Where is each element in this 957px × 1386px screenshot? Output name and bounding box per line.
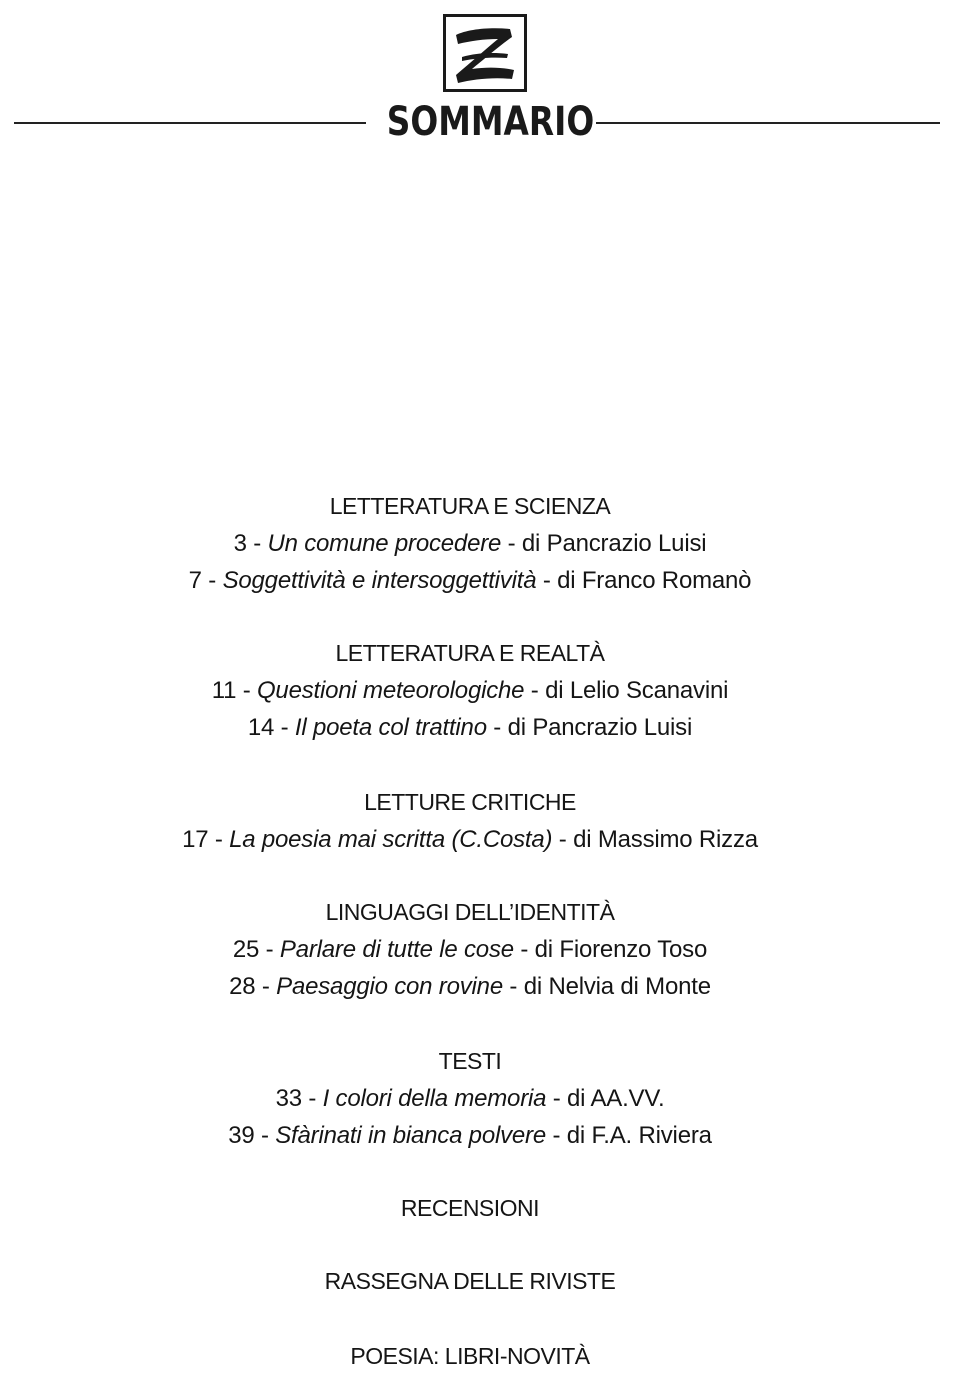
- entry-by: di: [566, 1122, 592, 1149]
- toc-section-letture-critiche: [90, 784, 850, 858]
- z-logo-icon: [446, 17, 524, 89]
- toc-section-recensioni: [90, 1190, 850, 1227]
- journal-logo: [443, 14, 527, 92]
- entry-work: Soggettività e intersoggettività: [222, 567, 537, 594]
- entry-author: Pancrazio Luisi: [532, 714, 693, 741]
- entry-by: di: [557, 567, 582, 594]
- entry-page: 25: [232, 936, 260, 963]
- section-heading: LETTERATURA E SCIENZA: [329, 493, 611, 519]
- entry-separator: -: [502, 973, 524, 1000]
- toc-entry: [90, 672, 850, 709]
- entry-separator: -: [536, 567, 558, 594]
- entry-separator: -: [274, 714, 295, 741]
- entry-page: 39: [228, 1122, 255, 1149]
- entry-page: 33: [275, 1085, 302, 1112]
- entry-separator: -: [513, 936, 535, 963]
- toc-entry: [90, 968, 850, 1005]
- entry-by: di: [523, 973, 549, 1000]
- section-heading: LETTERATURA E REALTÀ: [335, 640, 605, 666]
- entry-separator: -: [259, 936, 280, 963]
- section-heading: LINGUAGGI DELL’IDENTITÀ: [325, 899, 615, 925]
- toc-entry: [90, 821, 850, 858]
- toc-section-letteratura-e-realta: [90, 635, 850, 746]
- entry-separator: -: [254, 1122, 276, 1149]
- entry-separator: -: [546, 1122, 567, 1149]
- toc-entry: [90, 525, 850, 562]
- entry-work: Sfàrinati in bianca polvere: [275, 1122, 546, 1149]
- entry-author: Fiorenzo Toso: [559, 936, 708, 963]
- entry-by: di: [534, 936, 560, 963]
- entry-work: La poesia mai scritta (C.Costa): [229, 826, 553, 853]
- entry-separator: -: [208, 826, 230, 853]
- toc-entry: [90, 709, 850, 746]
- section-heading: POESIA: LIBRI-NOVITÀ: [350, 1343, 590, 1369]
- toc-section-rassegna-delle-riviste: [90, 1263, 850, 1300]
- toc-section-testi: [90, 1043, 850, 1154]
- entry-page: 11: [211, 677, 237, 704]
- entry-work: Il poeta col trattino: [294, 714, 487, 741]
- toc-entry: [90, 1117, 850, 1154]
- entry-by: di: [521, 530, 547, 557]
- entry-page: 28: [229, 973, 256, 1000]
- header-rule-right: [596, 122, 940, 124]
- toc-section-poesia-libri-novita: [90, 1338, 850, 1375]
- entry-separator: -: [546, 1085, 568, 1112]
- section-heading: RASSEGNA DELLE RIVISTE: [324, 1268, 616, 1294]
- table-of-contents: [90, 488, 850, 1375]
- section-heading: RECENSIONI: [400, 1195, 540, 1221]
- entry-by: di: [545, 677, 570, 704]
- entry-author: Nelvia di Monte: [548, 973, 711, 1000]
- entry-separator: -: [486, 714, 508, 741]
- entry-separator: -: [501, 530, 522, 557]
- page-title: SOMMARIO: [386, 99, 595, 145]
- entry-by: di: [567, 1085, 591, 1112]
- entry-work: Un comune procedere: [267, 530, 502, 557]
- toc-entry: [90, 1080, 850, 1117]
- entry-separator: -: [552, 826, 574, 853]
- toc-entry: [90, 931, 850, 968]
- entry-separator: -: [301, 1085, 323, 1112]
- header-rule-left: [14, 122, 366, 124]
- entry-separator: -: [246, 530, 268, 557]
- entry-page: 3: [233, 530, 247, 557]
- entry-work: Questioni meteorologiche: [256, 677, 525, 704]
- entry-separator: -: [236, 677, 257, 704]
- entry-work: Parlare di tutte le cose: [279, 936, 514, 963]
- entry-separator: -: [255, 973, 277, 1000]
- toc-section-letteratura-e-scienza: [90, 488, 850, 599]
- entry-by: di: [507, 714, 533, 741]
- entry-author: Franco Romanò: [581, 567, 752, 594]
- entry-work: I colori della memoria: [322, 1085, 547, 1112]
- entry-page: 7: [188, 567, 202, 594]
- entry-page: 17: [182, 826, 209, 853]
- entry-author: Lelio Scanavini: [569, 677, 729, 704]
- entry-author: AA.VV.: [590, 1085, 665, 1112]
- entry-separator: -: [201, 567, 223, 594]
- entry-page: 14: [247, 714, 275, 741]
- entry-author: Pancrazio Luisi: [546, 530, 707, 557]
- entry-work: Paesaggio con rovine: [276, 973, 503, 1000]
- entry-author: F.A. Riviera: [591, 1122, 712, 1149]
- entry-author: Massimo Rizza: [597, 826, 758, 853]
- entry-separator: -: [524, 677, 546, 704]
- toc-section-linguaggi-dell-identita: [90, 894, 850, 1005]
- section-heading: TESTI: [438, 1048, 502, 1074]
- toc-entry: [90, 562, 850, 599]
- entry-by: di: [573, 826, 598, 853]
- section-heading: LETTURE CRITICHE: [364, 789, 576, 815]
